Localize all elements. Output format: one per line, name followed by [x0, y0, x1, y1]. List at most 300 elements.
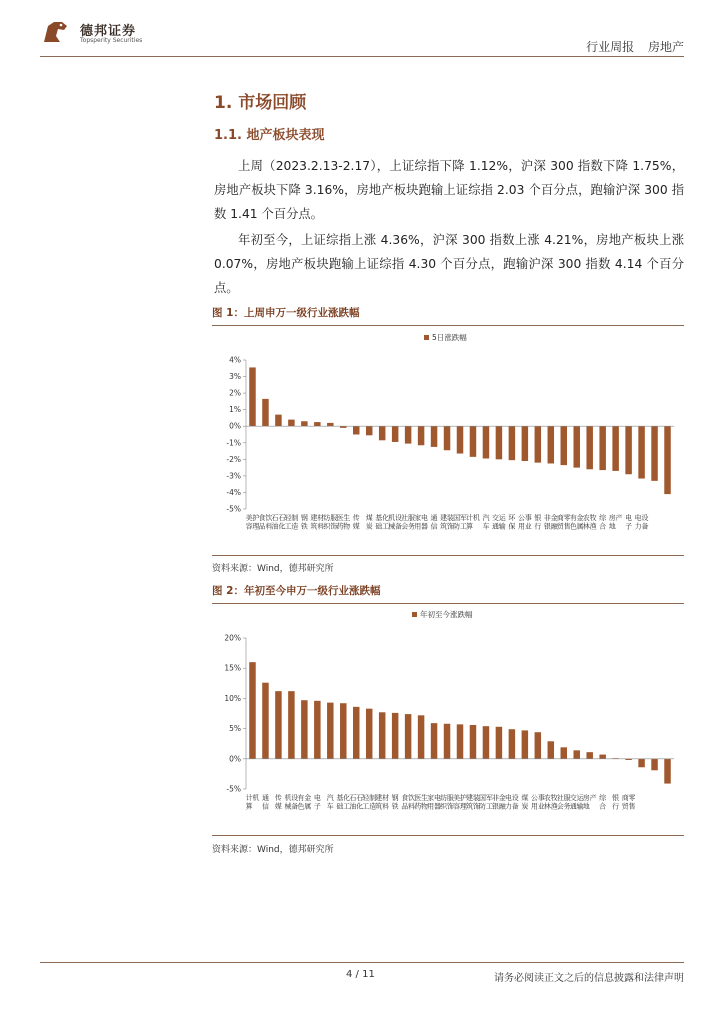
category-char: 林 [582, 522, 590, 531]
figure-1-title: 图 1：上周申万一级行业涨跌幅 [212, 305, 684, 326]
category-char: 事 [524, 514, 532, 522]
category-char: 电 [313, 794, 321, 802]
bar [288, 420, 294, 427]
bar [470, 426, 476, 457]
category-label [609, 513, 623, 531]
bar [638, 759, 644, 767]
y-tick-label: -5% [226, 784, 241, 794]
category-char: 车 [482, 522, 490, 531]
category-char: 基 [375, 514, 383, 522]
category-label [375, 513, 389, 531]
category-char: 金 [498, 794, 506, 802]
category-char: 生 [343, 514, 351, 522]
subsection-heading: 1.1. 地产板块表现 [214, 128, 325, 143]
category-char: 煤 [365, 514, 373, 522]
category-char: 子 [625, 522, 633, 531]
bar [249, 367, 255, 426]
category-label [625, 513, 632, 531]
category-char: 公 [517, 514, 525, 522]
category-char: 产 [615, 514, 623, 522]
category-char: 商 [621, 794, 629, 802]
category-char: 银 [492, 802, 500, 811]
category-char: 筑 [466, 802, 474, 811]
bar [431, 426, 437, 447]
category-char: 料 [265, 522, 273, 531]
category-char: 电 [420, 514, 428, 522]
footer-disclaimer: 请务必阅读正文之后的信息披露和法律声明 [494, 973, 684, 984]
category-char: 综 [599, 794, 607, 802]
category-char: 材 [317, 514, 325, 522]
category-char: 备 [641, 522, 649, 531]
category-char: 造 [369, 802, 377, 811]
brand-logo-icon [40, 16, 72, 48]
category-char: 护 [252, 514, 260, 522]
bar [522, 730, 528, 758]
figure-2-title: 图 2：年初至今申万一级行业涨跌幅 [212, 583, 684, 604]
category-char: 农 [543, 794, 551, 802]
bar [353, 426, 359, 434]
bar [418, 715, 424, 758]
category-char: 食 [258, 514, 266, 522]
bar [444, 724, 450, 759]
bar [314, 701, 320, 759]
category-char: 业 [524, 522, 532, 531]
category-label [622, 793, 636, 811]
category-char: 输 [576, 802, 584, 811]
y-tick-label: -1% [226, 438, 241, 448]
bar [392, 713, 398, 759]
category-char: 料 [382, 802, 390, 811]
category-char: 医 [414, 794, 422, 802]
category-char: 备 [511, 802, 519, 811]
category-label [466, 513, 480, 531]
category-char: 制 [369, 794, 377, 802]
bar [651, 426, 657, 481]
category-char: 社 [401, 514, 409, 522]
category-label [599, 513, 607, 531]
category-char: 公 [530, 794, 538, 802]
category-char: 色 [297, 802, 305, 811]
category-label [531, 793, 545, 811]
category-char: 运 [498, 514, 506, 522]
category-char: 贸 [621, 802, 629, 811]
category-char: 防 [453, 522, 461, 531]
category-char: 料 [317, 522, 325, 531]
page-number: 4 / 11 [346, 969, 375, 980]
y-tick-label: 1% [229, 405, 241, 415]
y-tick-label: 15% [224, 663, 241, 673]
bar [405, 714, 411, 759]
y-tick-label: -2% [226, 454, 241, 464]
category-char: 传 [274, 794, 282, 802]
category-char: 机 [252, 794, 260, 802]
legend-label: 5日涨跌幅 [432, 333, 467, 342]
bar [535, 426, 541, 462]
category-label [583, 793, 597, 811]
category-label [557, 513, 571, 531]
category-char: 林 [543, 802, 551, 811]
figure-1-rule [212, 555, 684, 556]
category-char: 工 [382, 522, 390, 531]
category-char: 有 [297, 794, 305, 802]
category-char: 容 [245, 522, 253, 531]
y-tick-label: 0% [229, 754, 241, 764]
category-char: 机 [472, 514, 480, 522]
category-char: 炭 [365, 522, 373, 531]
legend [424, 332, 467, 342]
category-char: 用 [414, 522, 422, 531]
category-label [534, 513, 541, 531]
figure-2-rule [212, 835, 684, 836]
y-tick-label: 3% [229, 372, 241, 382]
category-char: 料 [408, 802, 416, 811]
category-char: 织 [323, 522, 331, 531]
category-char: 化 [356, 802, 364, 811]
category-char: 运 [576, 794, 584, 802]
sector-label: 房地产 [647, 40, 684, 54]
category-label [284, 513, 298, 531]
category-char: 防 [479, 802, 487, 811]
category-char: 务 [563, 802, 571, 811]
category-char: 工 [362, 802, 370, 811]
category-char: 力 [634, 522, 642, 531]
category-char: 会 [556, 802, 564, 811]
category-label [310, 513, 324, 531]
y-tick-label: -3% [226, 471, 241, 481]
category-char: 金 [576, 514, 584, 522]
category-char: 建 [310, 514, 318, 522]
category-char: 筑 [440, 522, 448, 531]
category-label [440, 793, 454, 811]
bar [548, 741, 554, 759]
category-char: 装 [446, 514, 454, 522]
category-char: 备 [395, 522, 403, 531]
category-label [375, 793, 389, 811]
category-char: 社 [556, 794, 564, 802]
bar [612, 426, 618, 471]
category-label [599, 793, 607, 811]
header-labels [576, 38, 684, 55]
category-char: 通 [492, 522, 500, 531]
category-char: 电 [634, 514, 642, 522]
category-label [453, 513, 467, 531]
bar [664, 759, 670, 784]
bar [561, 426, 567, 465]
legend [412, 609, 473, 619]
category-char: 美 [245, 514, 253, 522]
bar [470, 725, 476, 759]
category-char: 造 [291, 522, 299, 531]
category-char: 纺 [440, 794, 448, 802]
category-char: 国 [453, 514, 461, 522]
category-char: 轻 [284, 514, 292, 522]
category-label [505, 793, 519, 811]
category-char: 材 [382, 794, 390, 802]
category-char: 服 [563, 794, 571, 802]
category-char: 保 [508, 522, 516, 531]
bar [366, 426, 372, 435]
category-char: 信 [430, 522, 438, 531]
category-label [427, 793, 441, 811]
category-char: 会 [401, 522, 409, 531]
category-char: 生 [420, 794, 428, 802]
category-char: 产 [589, 794, 597, 802]
bar [392, 426, 398, 442]
legend-swatch [412, 612, 417, 617]
category-char: 计 [245, 794, 253, 802]
category-char: 饮 [408, 794, 416, 802]
footer-divider [40, 962, 684, 963]
bar [599, 755, 605, 759]
category-char: 油 [271, 522, 279, 531]
category-label [297, 793, 311, 811]
category-char: 煤 [521, 794, 529, 802]
figure-2-source: 资料来源：Wind，德邦研究所 [212, 845, 334, 855]
category-char: 房 [608, 514, 616, 522]
category-char: 石 [356, 794, 364, 802]
category-char: 售 [563, 522, 571, 531]
y-tick-label: -5% [226, 504, 241, 514]
category-label [366, 513, 373, 531]
category-char: 铁 [300, 522, 308, 531]
bar [431, 723, 437, 759]
category-char: 品 [401, 802, 409, 811]
y-tick-label: 4% [229, 355, 241, 365]
category-char: 金 [550, 514, 558, 522]
category-char: 渔 [589, 522, 597, 531]
category-char: 械 [388, 522, 396, 531]
category-char: 食 [401, 794, 409, 802]
category-char: 农 [582, 514, 590, 522]
bar [327, 423, 333, 426]
category-label [453, 793, 467, 811]
category-char: 环 [508, 514, 516, 522]
category-label [349, 794, 363, 811]
category-char: 交 [492, 514, 500, 522]
category-char: 通 [430, 514, 438, 522]
category-char: 非 [492, 794, 500, 802]
bar [418, 426, 424, 445]
category-char: 工 [459, 522, 467, 531]
category-char: 融 [498, 802, 506, 811]
y-tick-label: 10% [224, 693, 241, 703]
category-char: 属 [576, 522, 584, 531]
category-char: 化 [278, 522, 286, 531]
bar [275, 691, 281, 759]
category-label [284, 793, 298, 811]
category-char: 事 [537, 794, 545, 802]
paragraph-weekly: 上周（2023.2.13-2.17），上证综指下降 1.12%，沪深 300 指数下降 1.75%，房地产板块下降 3.16%，房地产板块跑输上证综指 2.03 个百分点，跑输沪深 300 指数 1.41 个百分点。 [214, 159, 684, 221]
category-label [246, 513, 260, 531]
category-char: 饮 [265, 514, 273, 522]
category-char: 子 [313, 802, 321, 811]
y-tick-label: 20% [224, 633, 241, 643]
category-label [570, 513, 584, 531]
bar [573, 750, 579, 758]
section-heading: 1. 市场回顾 [214, 93, 307, 113]
category-label [440, 513, 454, 531]
bar [548, 426, 554, 463]
category-char: 械 [284, 802, 292, 811]
category-label [414, 793, 428, 811]
category-char: 地 [608, 522, 616, 531]
bar [651, 759, 657, 770]
category-char: 石 [271, 514, 279, 522]
category-char: 售 [628, 802, 636, 811]
category-label [272, 514, 286, 531]
category-char: 色 [569, 522, 577, 531]
bar [625, 426, 631, 474]
category-label [466, 793, 480, 811]
category-char: 电 [504, 794, 512, 802]
category-label [583, 513, 597, 531]
category-char: 行 [612, 802, 620, 811]
category-char: 融 [550, 522, 558, 531]
category-label [482, 513, 489, 531]
bar [457, 426, 463, 453]
bar [509, 729, 515, 759]
category-label [246, 793, 260, 811]
category-label [479, 793, 493, 811]
category-char: 渔 [550, 802, 558, 811]
category-label [392, 793, 399, 811]
category-char: 饰 [446, 802, 454, 811]
category-char: 轻 [362, 794, 370, 802]
category-char: 家 [414, 514, 422, 522]
category-char: 家 [427, 794, 435, 802]
category-char: 金 [304, 794, 312, 802]
category-label [336, 793, 350, 811]
bar [379, 712, 385, 759]
bar [301, 700, 307, 759]
category-char: 工 [284, 522, 292, 531]
category-char: 制 [291, 514, 299, 522]
category-char: 础 [375, 522, 383, 531]
category-label [508, 514, 516, 531]
category-char: 油 [349, 802, 357, 811]
bar [561, 747, 567, 758]
category-char: 算 [245, 802, 253, 811]
category-char: 信 [261, 802, 269, 811]
brand-name-en: Topsperity Securities [80, 37, 143, 44]
category-char: 房 [582, 794, 590, 802]
category-label [544, 793, 558, 811]
category-char: 军 [485, 794, 493, 802]
category-label [635, 513, 649, 531]
category-char: 算 [466, 522, 474, 531]
category-char: 筑 [310, 522, 318, 531]
category-char: 炭 [521, 802, 529, 811]
category-char: 银 [612, 794, 620, 802]
bar [353, 707, 359, 759]
y-tick-label: 0% [229, 421, 241, 431]
category-label [401, 793, 415, 811]
bar [249, 662, 255, 759]
category-char: 媒 [352, 522, 360, 531]
category-char: 用 [517, 522, 525, 531]
category-label [518, 513, 532, 531]
category-char: 护 [459, 794, 467, 802]
category-char: 传 [352, 514, 360, 522]
category-char: 织 [440, 802, 448, 811]
category-char: 纺 [323, 514, 331, 522]
category-label [612, 793, 619, 811]
category-char: 设 [511, 794, 519, 802]
category-char: 电 [625, 514, 633, 522]
category-char: 饰 [472, 802, 480, 811]
category-char: 用 [427, 802, 435, 811]
report-type: 行业周报 [586, 40, 635, 54]
bar [586, 426, 592, 469]
bar [288, 691, 294, 759]
figure-1-source: 资料来源：Wind，德邦研究所 [212, 564, 334, 574]
category-char: 零 [563, 514, 571, 522]
legend-swatch [424, 335, 429, 340]
category-char: 非 [543, 514, 551, 522]
category-char: 器 [420, 522, 428, 531]
category-char: 工 [485, 802, 493, 811]
category-label [401, 513, 415, 531]
category-char: 务 [408, 522, 416, 531]
category-char: 计 [466, 514, 474, 522]
bar [262, 399, 268, 426]
category-char: 铁 [391, 802, 399, 811]
category-char: 理 [459, 802, 467, 811]
category-char: 媒 [274, 802, 282, 811]
category-char: 行 [534, 522, 542, 531]
category-char: 用 [530, 802, 538, 811]
bar [366, 709, 372, 759]
category-char: 机 [388, 514, 396, 522]
category-char: 服 [408, 514, 416, 522]
bar [664, 426, 670, 494]
category-char: 汽 [482, 514, 490, 522]
category-label [301, 513, 308, 531]
legend-label: 年初至今涨跌幅 [420, 610, 473, 619]
category-label [521, 793, 528, 811]
bar [314, 422, 320, 426]
category-label [262, 793, 269, 811]
category-char: 合 [599, 802, 607, 811]
paragraph-ytd: 年初至今，上证综指上涨 4.36%，沪深 300 指数上涨 4.21%，房地产板块上涨 0.07%，房地产板块跑输上证综指 4.30 个百分点，跑输沪深 300 指数 4.14 个百分点。 [214, 233, 684, 295]
category-char: 石 [349, 794, 357, 802]
category-char: 银 [543, 522, 551, 531]
category-char: 建 [440, 514, 448, 522]
bar [483, 726, 489, 759]
category-char: 输 [498, 522, 506, 531]
category-char: 药 [414, 802, 422, 811]
category-label [388, 513, 402, 531]
category-char: 贸 [556, 522, 564, 531]
bar [379, 426, 385, 440]
category-char: 钢 [300, 514, 308, 522]
category-char: 军 [459, 514, 467, 522]
category-label [323, 513, 337, 531]
category-char: 力 [504, 802, 512, 811]
bar [405, 426, 411, 443]
category-char: 饰 [330, 522, 338, 531]
category-char: 通 [261, 794, 269, 802]
category-char: 电 [433, 794, 441, 802]
category-char: 服 [330, 514, 338, 522]
category-char: 设 [291, 794, 299, 802]
category-char: 器 [433, 802, 441, 811]
bar [340, 703, 346, 759]
category-char: 装 [472, 794, 480, 802]
category-label [314, 793, 321, 811]
bar [301, 421, 307, 426]
category-char: 综 [599, 514, 607, 522]
